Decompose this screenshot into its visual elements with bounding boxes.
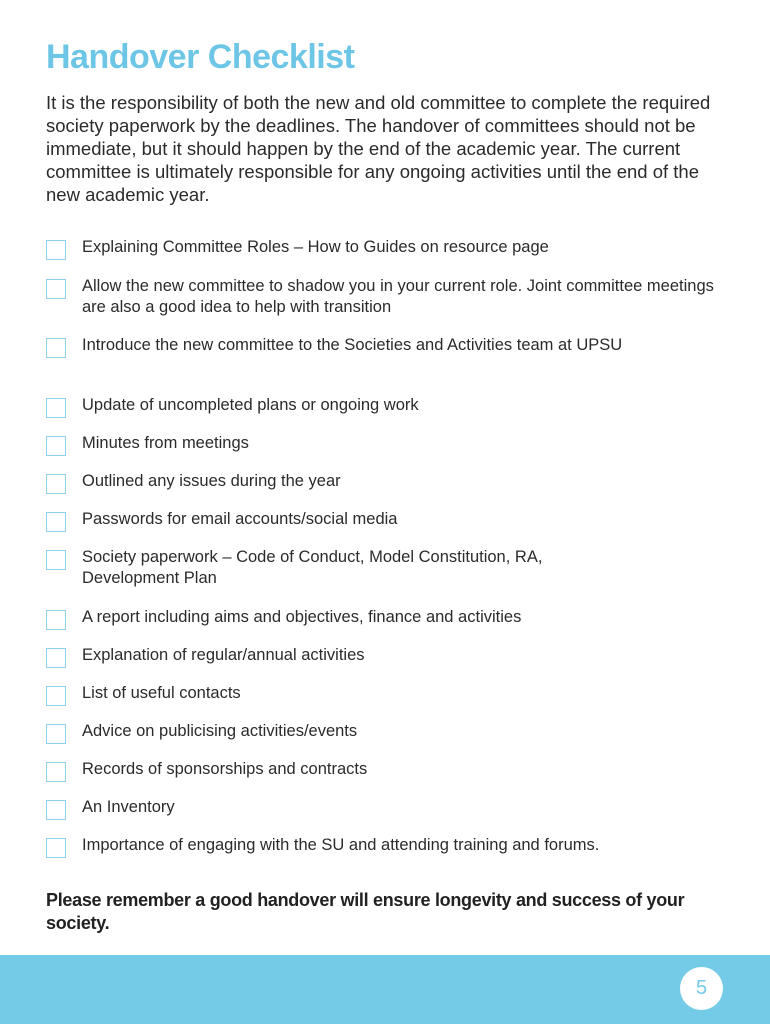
closing-note: Please remember a good handover will ensure longevity and success of your society. [46, 890, 685, 933]
checklist-item-label: List of useful contacts [82, 684, 241, 702]
checklist-item-label: Records of sponsorships and contracts [82, 760, 368, 778]
checkbox[interactable] [46, 338, 66, 358]
checklist-item-label: Explanation of regular/annual activities [82, 646, 365, 664]
page-number: 5 [695, 977, 708, 999]
checklist-item-label: Outlined any issues during the year [82, 472, 341, 490]
checklist-item-label: Introduce the new committee to the Societies and Activities team at UPSU [82, 336, 623, 354]
checkbox[interactable] [46, 762, 66, 782]
checklist-item-label: Importance of engaging with the SU and attending training and forums. [82, 836, 600, 854]
checkbox[interactable] [46, 398, 66, 418]
checklist-item-label: Allow the new committee to shadow you in your current role. Joint committee meetings are also a good idea to help with transition [82, 277, 714, 316]
checklist-item-label: An Inventory [82, 798, 175, 816]
checklist-item-label: Explaining Committee Roles – How to Guides on resource page [82, 238, 549, 256]
checklist-item-label: Update of uncompleted plans or ongoing work [82, 396, 419, 414]
checkbox[interactable] [46, 838, 66, 858]
checklist-item [46, 835, 732, 858]
checklist-item-label: Passwords for email accounts/social media [82, 510, 398, 528]
checkbox[interactable] [46, 279, 66, 299]
checklist-item-label: Society paperwork – Code of Conduct, Model Constitution, RA, Development Plan [82, 548, 543, 587]
footer-band [0, 955, 770, 1024]
checklist-item [46, 645, 732, 668]
checklist-item [46, 433, 732, 456]
checklist-item [46, 276, 722, 318]
checkbox[interactable] [46, 550, 66, 570]
checkbox[interactable] [46, 240, 66, 260]
checklist-item [46, 607, 732, 630]
checklist-item [46, 335, 627, 358]
page-number-badge [680, 967, 723, 1010]
checklist-item [46, 683, 732, 706]
intro-paragraph: It is the responsibility of both the new and old committee to complete the required society paperwork by the deadlines. The handover of committees should not be immediate, but it should happen by the end of the academic year. The current committee is ultimately responsible for any ongoing activities until the end of the new academic year. [46, 92, 711, 205]
page-title: Handover Checklist [46, 38, 355, 76]
checklist-item [46, 759, 732, 782]
checklist-item [46, 797, 732, 820]
checklist-item [46, 547, 622, 589]
checkbox[interactable] [46, 800, 66, 820]
checklist-item [46, 395, 732, 418]
checkbox[interactable] [46, 648, 66, 668]
checklist-item [46, 721, 732, 744]
checklist-item [46, 471, 732, 494]
checkbox[interactable] [46, 724, 66, 744]
checklist-item-label: Minutes from meetings [82, 434, 249, 452]
checklist-item-label: A report including aims and objectives, finance and activities [82, 608, 522, 626]
checkbox[interactable] [46, 436, 66, 456]
checklist-item [46, 509, 732, 532]
checklist-item-label: Advice on publicising activities/events [82, 722, 358, 740]
checkbox[interactable] [46, 512, 66, 532]
checkbox[interactable] [46, 610, 66, 630]
checkbox[interactable] [46, 686, 66, 706]
checklist-item [46, 237, 732, 260]
checkbox[interactable] [46, 474, 66, 494]
